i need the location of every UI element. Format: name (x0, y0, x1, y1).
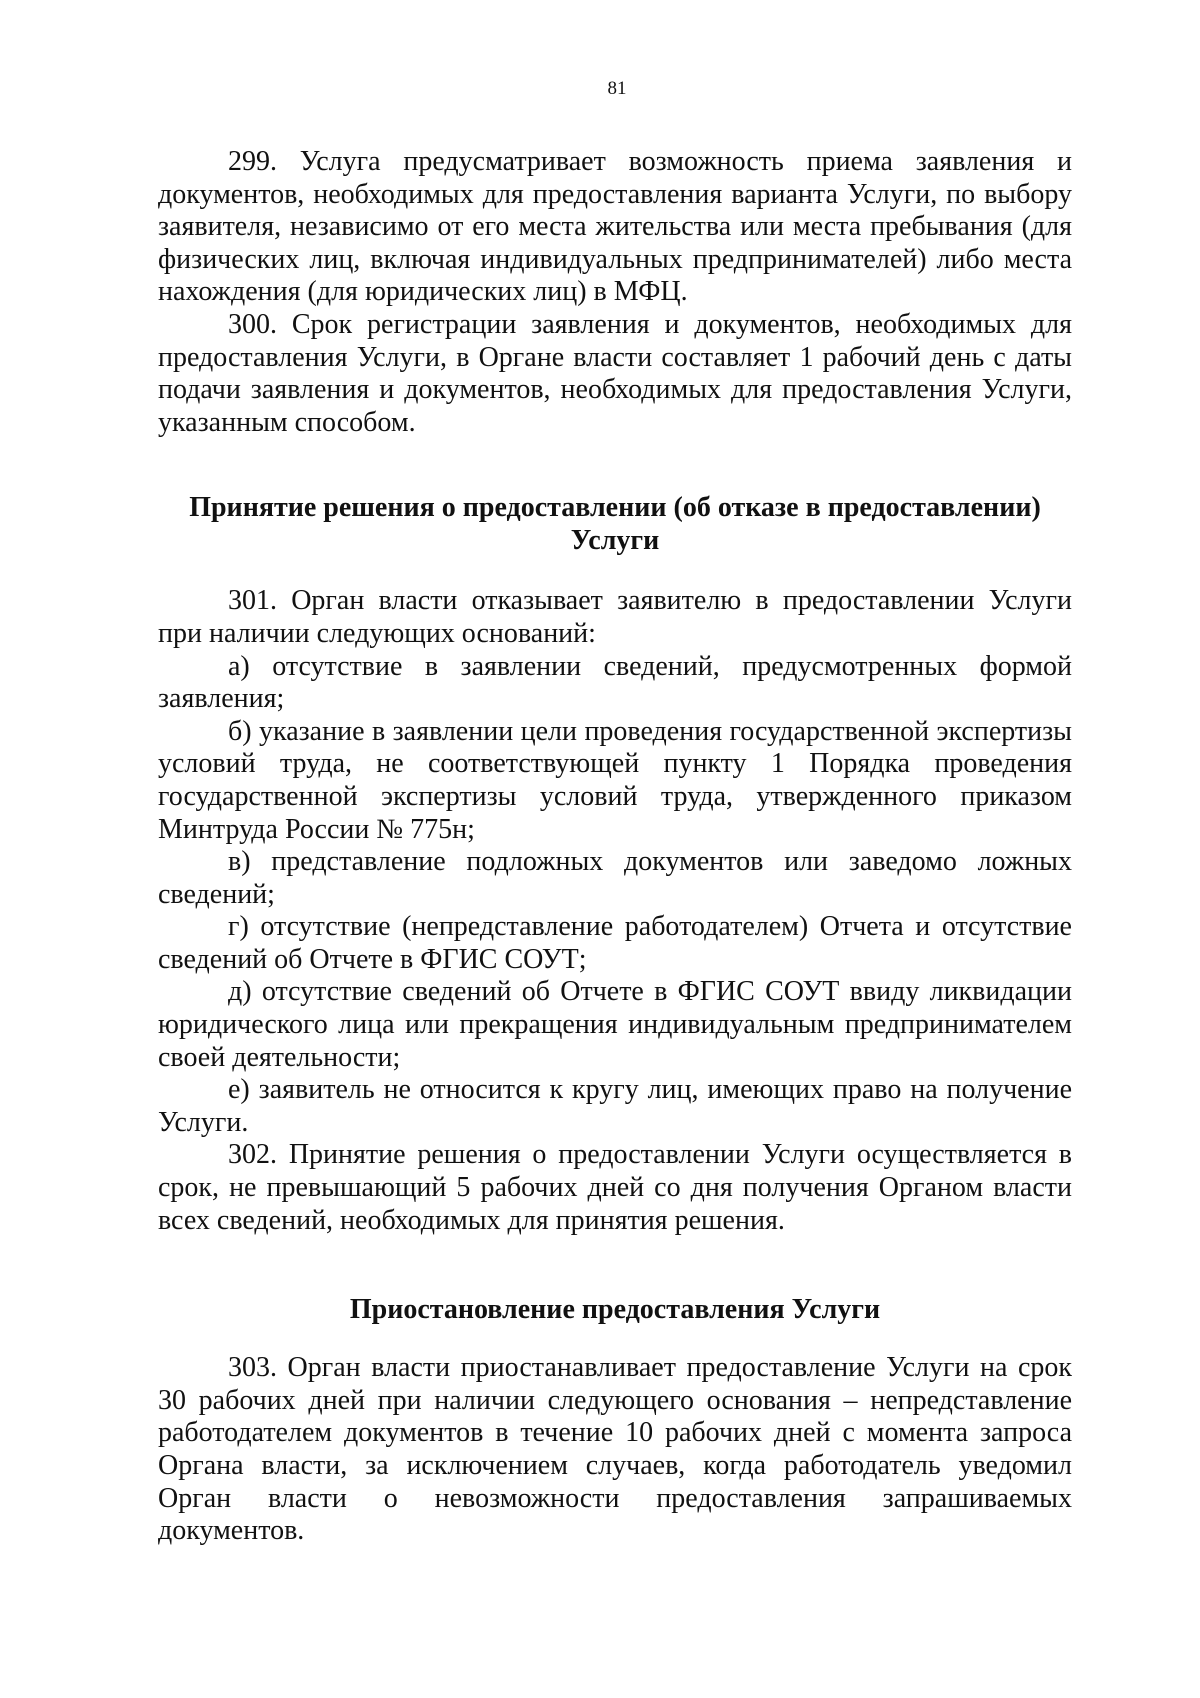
list-item-e: е) заявитель не относится к кругу лиц, имеющих право на получение Услуги. (158, 1074, 1072, 1138)
paragraph-299: 299. Услуга предусматривает возможность приема заявления и документов, необходимых для предоставления варианта Услуги, по выбору заявителя, независимо от его места жительства или места пребывания (для физических лиц, включая индивидуальных предпринимателей) либо места нахождения (для юридических лиц) в МФЦ. (158, 146, 1072, 308)
paragraph-303: 303. Орган власти приостанавливает предоставление Услуги на срок 30 рабочих дней при наличии следующего основания – непредставление работодателем документов в течение 10 рабочих дней с момента запроса Органа власти, за исключением случаев, когда работодатель уведомил Орган власти о невозможности предоставления запрашиваемых документов. (158, 1352, 1072, 1547)
section-heading-suspension: Приостановление предоставления Услуги (349, 1294, 881, 1326)
list-item-d: д) отсутствие сведений об Отчете в ФГИС СОУТ ввиду ликвидации юридического лица или прекращения индивидуальным предпринимателем своей деятельности; (158, 976, 1072, 1073)
list-item-b: б) указание в заявлении цели проведения государственной экспертизы условий труда, не соответствующей пункту 1 Порядка проведения государственной экспертизы условий труда, утвержденного приказом Минтруда России № 775н; (158, 715, 1072, 845)
paragraph-301: 301. Орган власти отказывает заявителю в предоставлении Услуги при наличии следующих оснований: (158, 585, 1072, 649)
paragraph-302: 302. Принятие решения о предоставлении Услуги осуществляется в срок, не превышающий 5 рабочих дней со дня получения Органом власти всех сведений, необходимых для принятия решения. (158, 1139, 1072, 1236)
list-item-a: а) отсутствие в заявлении сведений, предусмотренных формой заявления; (158, 650, 1072, 715)
list-item-g: г) отсутствие (непредставление работодателем) Отчета и отсутствие сведений об Отчете в ФГИС СОУТ; (158, 911, 1072, 975)
section-heading-decision: Принятие решения о предоставлении (об отказе в предоставлении) Услуги (189, 492, 1041, 557)
page-number: 81 (607, 78, 627, 99)
document-body (158, 146, 1072, 1548)
paragraph-300: 300. Срок регистрации заявления и документов, необходимых для предоставления Услуги, в Органе власти составляет 1 рабочий день с даты подачи заявления и документов, необходимых для предоставления Услуги, указанным способом. (158, 308, 1072, 438)
list-item-v: в) представление подложных документов или заведомо ложных сведений; (158, 846, 1072, 910)
